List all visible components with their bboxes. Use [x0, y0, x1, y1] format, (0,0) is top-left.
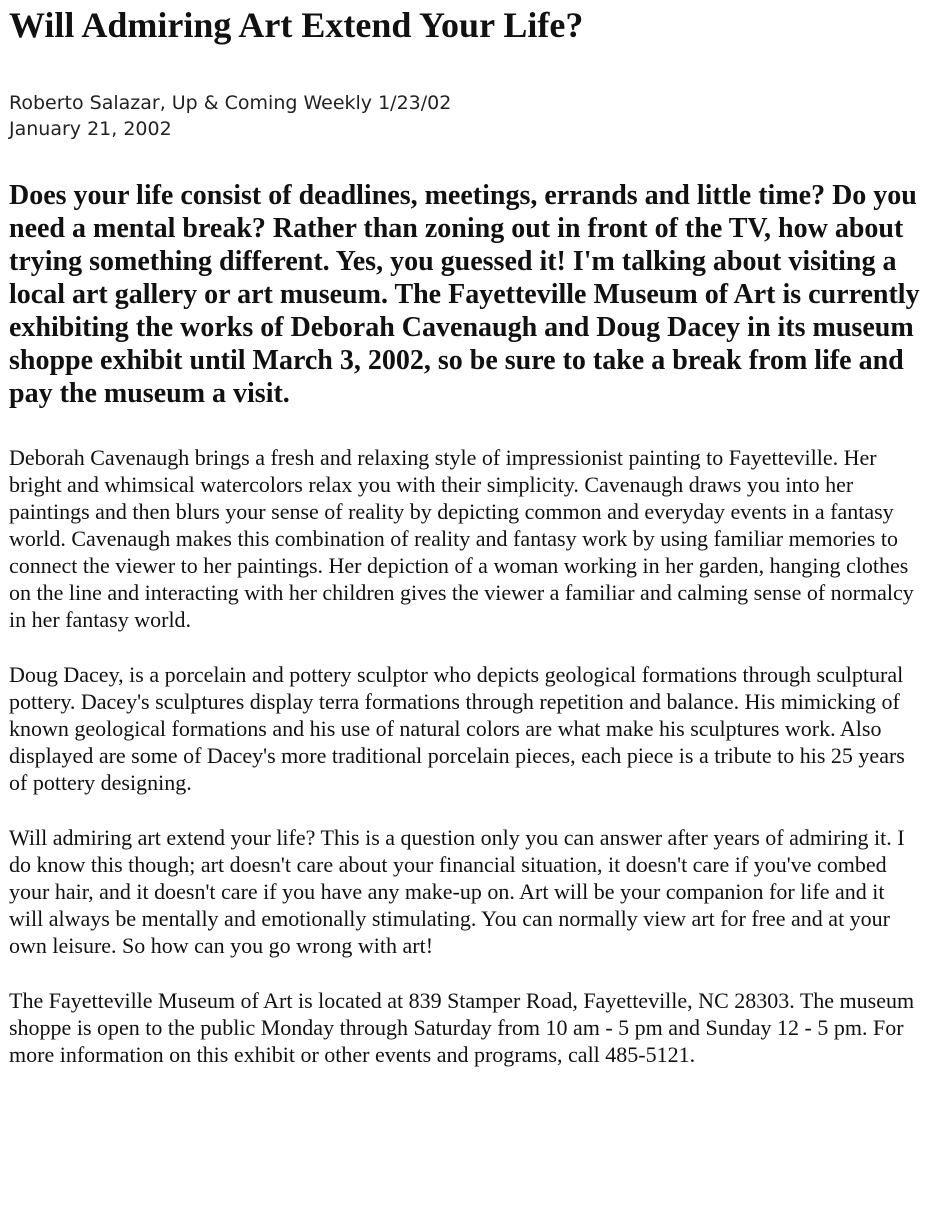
paragraph-museum-info: The Fayetteville Museum of Art is located at 839 Stamper Road, Fayetteville, NC 28303. The museum shoppe is open to the public Monday through Saturday from 10 am - 5 pm and Sunday 12 - 5 pm. For more information on this exhibit or other events and programs, call 485-5121.: [9, 988, 915, 1067]
author-source: Roberto Salazar, Up & Coming Weekly 1/23/02: [9, 92, 452, 114]
paragraph-cavenaugh: Deborah Cavenaugh brings a fresh and relaxing style of impressionist painting to Fayetteville. Her bright and whimsical watercolors relax you with their simplicity. Cavenaugh draws you into her paintings and then blurs your sense of reality by depicting common and everyday events in a fantasy world. Cavenaugh makes this combination of reality and fantasy work by using familiar memories to connect the viewer to her paintings. Her depiction of a woman working in her garden, hanging clothes on the line and interacting with her children gives the viewer a familiar and calming sense of normalcy in her fantasy world.: [9, 445, 914, 632]
paragraph-admiring-art: Will admiring art extend your life? This is a question only you can answer after years of admiring it. I do know this though; art doesn't care about your financial situation, it doesn't care if you've combed your hair, and it doesn't care if you have any make-up on. Art will be your companion for life and it will always be mentally and emotionally stimulating. You can normally view art for free and at your own leisure. So how can you go wrong with art!: [9, 825, 905, 958]
paragraph-dacey: Doug Dacey, is a porcelain and pottery sculptor who depicts geological formations through sculptural pottery. Dacey's sculptures display terra formations through repetition and balance. His mimicking of known geological formations and his use of natural colors are what make his sculptures work. Also displayed are some of Dacey's more traditional porcelain pieces, each piece is a tribute to his 25 years of pottery designing.: [9, 662, 905, 795]
byline-block: [9, 90, 921, 142]
article-title: Will Admiring Art Extend Your Life?: [9, 5, 584, 45]
lead-paragraph: Does your life consist of deadlines, meetings, errands and little time? Do you need a mental break? Rather than zoning out in front of the TV, how about trying something different. Yes, you guessed it! I'm talking about visiting a local art gallery or art museum. The Fayetteville Museum of Art is currently exhibiting the works of Deborah Cavenaugh and Doug Dacey in its museum shoppe exhibit until March 3, 2002, so be sure to take a break from life and pay the museum a visit.: [9, 180, 920, 409]
publish-date: January 21, 2002: [9, 118, 172, 140]
article: [9, 4, 921, 1068]
